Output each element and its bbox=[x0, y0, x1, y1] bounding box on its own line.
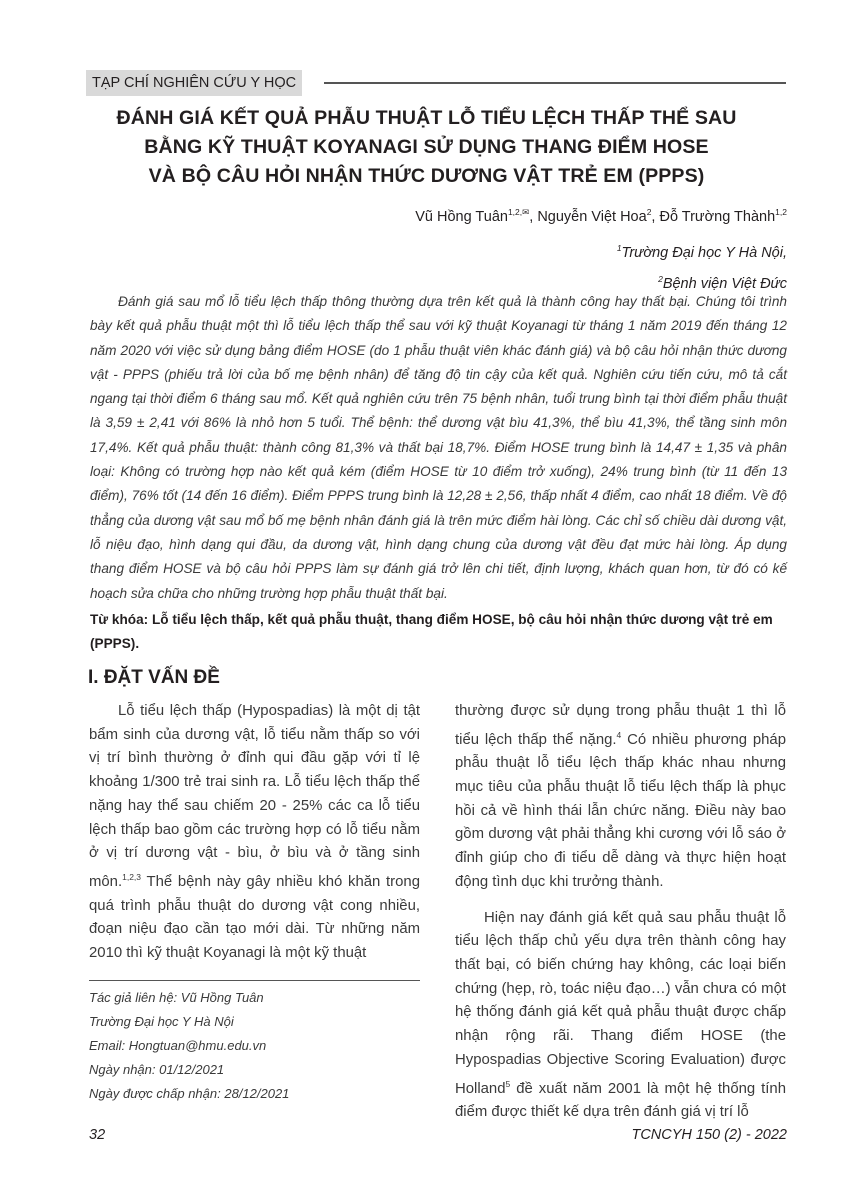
paragraph-text: Lỗ tiểu lệch thấp (Hypospadias) là một dị tật bẩm sinh của dương vật, lỗ tiểu nằm thấp so với vị trí bình thường ở đỉnh qui đầu gặp với tỉ lệ khoảng 1/300 trẻ trai sinh ra. Lỗ tiểu lệch thấp thể nặng hay thể sau chiếm 20 - 25% các ca lỗ tiểu lệch thấp bao gồm các trường hợp có lỗ tiểu nằm ở vị trí dương vật - bìu, ở bìu và ở tầng sinh môn. bbox=[89, 703, 420, 890]
citation-ref: 5 bbox=[505, 1078, 511, 1089]
right-column bbox=[455, 700, 786, 1125]
affiliation-marker: 1 bbox=[616, 243, 622, 253]
author-email: Email: Hongtuan@hmu.edu.vn bbox=[89, 1038, 267, 1054]
author-affiliation-marker: 1,2,✉ bbox=[507, 207, 530, 217]
paragraph bbox=[89, 700, 420, 966]
affiliation-marker: 2 bbox=[658, 273, 663, 284]
date-received: Ngày nhận: 01/12/2021 bbox=[89, 1062, 225, 1078]
paragraph-text: Thể bệnh này gây nhiều khó khăn trong quá trình phẫu thuật do dương vật cong nhiều, đoạn niệu đạo cần tạo mới dài. Từ những năm 2010 thì kỹ thuật Koyanagi là một kỹ thuật bbox=[89, 873, 420, 961]
keywords: Từ khóa: Lỗ tiểu lệch thấp, kết quả phẫu thuật, thang điểm HOSE, bộ câu hỏi nhận thức dương vật trẻ em (PPPS). bbox=[90, 612, 773, 651]
paragraph bbox=[455, 700, 786, 895]
article-title bbox=[60, 104, 793, 191]
paragraph-text: thường được sử dụng trong phẫu thuật 1 thì lỗ tiểu lệch thấp thể nặng. bbox=[455, 703, 786, 748]
author-affiliation-marker: 1,2 bbox=[775, 207, 787, 217]
left-column bbox=[89, 700, 420, 966]
citation-ref: 4 bbox=[616, 729, 622, 740]
paragraph-text: Hiện nay đánh giá kết quả sau phẫu thuật lỗ tiểu lệch thấp chủ yếu dựa trên thành công hay thất bại, có biến chứng hay không, các loại biến chứng (hẹp, rò, toác niệu đạo…) vẫn chưa có một hệ thống đánh giá kết quả phẫu thuật được chấp nhận rộng rãi. Thang điểm HOSE (the Hypospadias Objective Scoring Evaluation) được Holland bbox=[455, 909, 786, 1097]
paragraph-text: Có nhiều phương pháp phẫu thuật lỗ tiểu lệch thấp khác nhau nhưng mục tiêu của phẫu thuật lỗ tiểu lệch thấp là phục hồi cả về hình thái lẫn chức năng. Điều này bao gồm dương vật phải thẳng khi cương với lỗ sáo ở đỉnh giúp cho đi tiểu dễ dàng và thực hiện hoạt động tình dục khi trưởng thành. bbox=[455, 731, 786, 890]
paragraph-text: đề xuất năm 2001 là một hệ thống tính điểm được thiết kế dựa trên đánh giá vị trí lỗ bbox=[455, 1080, 786, 1121]
author-affiliation-marker: 2 bbox=[646, 207, 652, 217]
author-name: Vũ Hồng Tuân bbox=[415, 208, 508, 225]
header-rule bbox=[324, 82, 786, 84]
journal-issue: TCNCYH 150 (2) - 2022 bbox=[631, 1127, 787, 1143]
author-name: Đỗ Trường Thành bbox=[659, 208, 776, 225]
affiliation-name: Bệnh viện Việt Đức bbox=[662, 275, 787, 292]
contact-info bbox=[89, 986, 420, 1106]
title-line-1: ĐÁNH GIÁ KẾT QUẢ PHẪU THUẬT LỖ TIỂU LỆCH THẤP THỂ SAU bbox=[116, 107, 737, 129]
affiliation-item bbox=[617, 235, 787, 266]
author-name: Nguyễn Việt Hoa bbox=[537, 208, 647, 225]
title-line-2: BẰNG KỸ THUẬT KOYANAGI SỬ DỤNG THANG ĐIỂM HOSE bbox=[144, 136, 709, 158]
footnote-rule bbox=[89, 980, 420, 981]
title-line-3: VÀ BỘ CÂU HỎI NHẬN THỨC DƯƠNG VẬT TRẺ EM (PPPS) bbox=[148, 165, 705, 187]
paragraph bbox=[455, 907, 786, 1125]
date-accepted: Ngày được chấp nhận: 28/12/2021 bbox=[89, 1086, 290, 1102]
affiliation-name: Trường Đại học Y Hà Nội, bbox=[621, 244, 787, 261]
journal-header bbox=[86, 70, 786, 96]
journal-name: TẠP CHÍ NGHIÊN CỨU Y HỌC bbox=[86, 70, 302, 96]
citation-ref: 1,2,3 bbox=[122, 871, 142, 882]
page-number: 32 bbox=[89, 1127, 106, 1143]
corresponding-author: Tác giả liên hệ: Vũ Hồng Tuân bbox=[89, 990, 264, 1005]
section-heading: I. ĐẶT VẤN ĐỀ bbox=[88, 667, 220, 688]
author-institution: Trường Đại học Y Hà Nội bbox=[89, 1014, 234, 1030]
abstract: Đánh giá sau mổ lỗ tiểu lệch thấp thông thường dựa trên kết quả là thành công hay thất bại. Chúng tôi trình bày kết quả phẫu thuật một thì lỗ tiểu lệch thấp thể sau với kỹ thuật Koyanagi từ tháng 1 năm 2019 đến tháng 12 năm 2020 với việc sử dụng bảng điểm HOSE (do 1 phẫu thuật viên khác đánh giá) và bộ câu hỏi nhận thức dương vật - PPPS (phiếu trả lời của bố mẹ bệnh nhân) để tăng độ tin cậy của kết quả. Nghiên cứu tiến cứu, mô tả cắt ngang tại thời điểm 6 tháng sau mổ. Kết quả nghiên cứu trên 75 bệnh nhân, tuổi trung bình tại thời điểm phẫu thuật là 3,59 ± 2,41 với 86% là nhỏ hơn 5 tuổi. Thể bệnh: thể dương vật bìu 41,3%, thể bìu 41,3%, thể tầng sinh môn 17,4%. Kết quả phẫu thuật: thành công 81,3% và thất bại 18,7%. Điểm HOSE trung bình là 14,47 ± 1,35 và phân loại: Không có trường hợp nào kết quả kém (điểm HOSE từ 10 điểm trở xuống), 24% trung bình (từ 11 đến 13 điểm), 76% tốt (14 đến 16 điểm). Điểm PPPS trung bình là 12,28 ± 2,56, thấp nhất 4 điểm, cao nhất 18 điểm. Về độ thẳng của dương vật sau mổ bố mẹ bệnh nhân đánh giá là trên mức điểm hài lòng. Các chỉ số chiều dài dương vật, lỗ niệu đạo, hình dạng qui đầu, da dương vật, hình dạng chung của dương vật đều đạt mức hài lòng. Áp dụng thang điểm HOSE và bộ câu hỏi PPPS làm sự đánh giá trở lên chi tiết, định lượng, khách quan hơn, từ đó có kế hoạch sửa chữa cho những trường hợp phẫu thuật thất bại. bbox=[90, 294, 787, 601]
author-list: Vũ Hồng Tuân$^{1,2,✉}$, Nguyễn Việt Hoa$^2$, Đỗ Trường Thành$^{1,2}$ bbox=[415, 207, 787, 225]
affiliation-list bbox=[617, 235, 787, 297]
